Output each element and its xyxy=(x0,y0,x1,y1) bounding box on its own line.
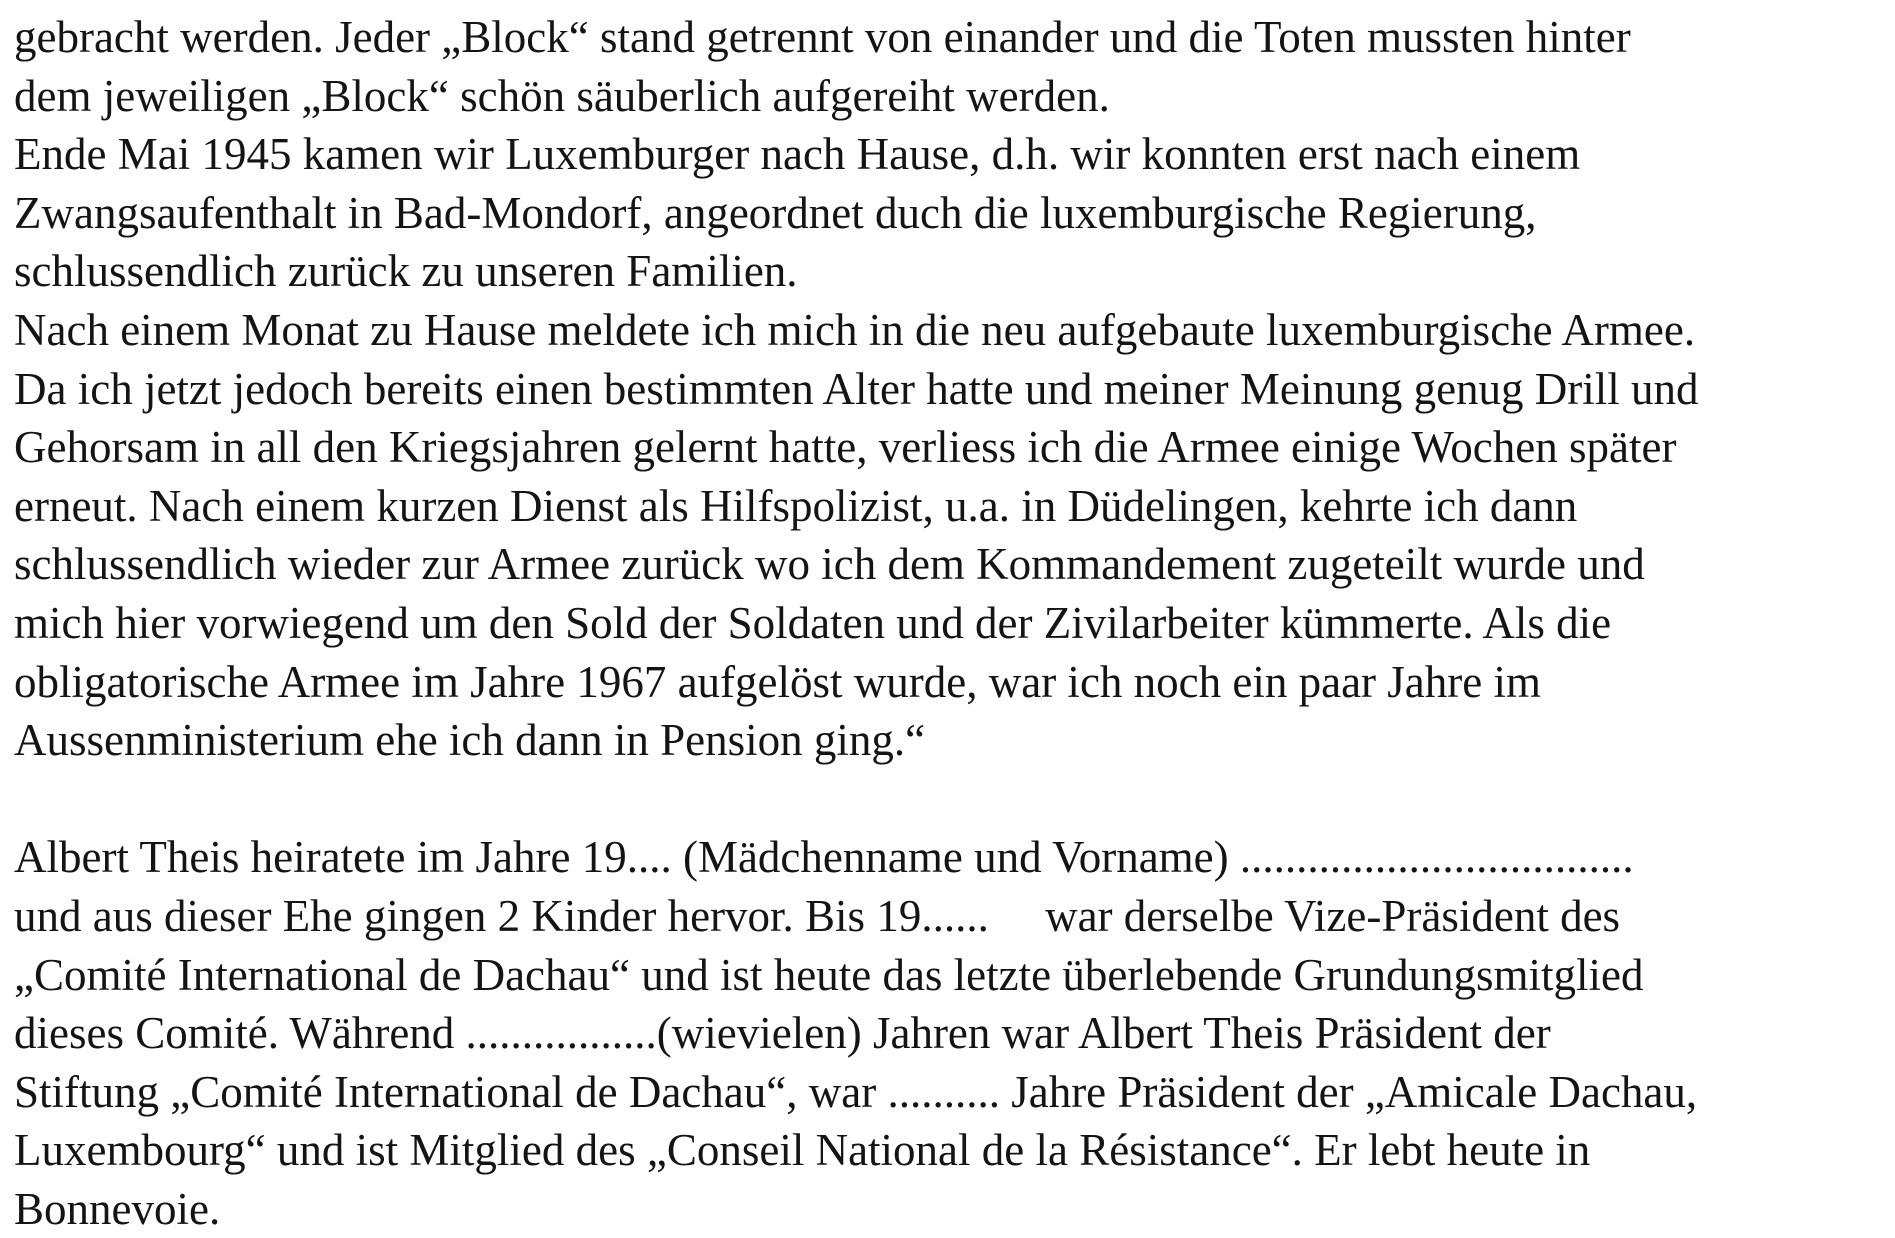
text-line: Luxembourg“ und ist Mitglied des „Conseil National de la Résistance“. Er lebt heute in xyxy=(14,1125,1591,1176)
text-line: Albert Theis heiratete im Jahre 19.... (Mädchenname und Vorname) ................................... xyxy=(14,832,1634,883)
text-line: Zwangsaufenthalt in Bad-Mondorf, angeordnet duch die luxemburgische Regierung, xyxy=(14,187,1537,238)
text-line: Da ich jetzt jedoch bereits einen bestimmten Alter hatte und meiner Meinung genug Drill und xyxy=(14,363,1699,414)
text-line: erneut. Nach einem kurzen Dienst als Hilfspolizist, u.a. in Düdelingen, kehrte ich dann xyxy=(14,480,1578,531)
text-line: schlussendlich wieder zur Armee zurück wo ich dem Kommandement zugeteilt wurde und xyxy=(14,539,1645,590)
text-line: gebracht werden. Jeder „Block“ stand getrennt von einander und die Toten mussten hinter xyxy=(14,12,1631,62)
text-line: Aussenministerium ehe ich dann in Pension ging.“ xyxy=(14,715,926,766)
text-line: Gehorsam in all den Kriegsjahren gelernt hatte, verliess ich die Armee einige Wochen später xyxy=(14,422,1677,473)
text-line: und aus dieser Ehe gingen 2 Kinder hervor. Bis 19...... war derselbe Vize-Präsident des xyxy=(14,890,1621,941)
text-line: obligatorische Armee im Jahre 1967 aufgelöst wurde, war ich noch ein paar Jahre im xyxy=(14,656,1541,707)
text-line: Ende Mai 1945 kamen wir Luxemburger nach Hause, d.h. wir konnten erst nach einem xyxy=(14,129,1581,180)
text-line: schlussendlich zurück zu unseren Familien. xyxy=(14,246,798,297)
text-line: Stiftung „Comité International de Dachau“, war .......... Jahre Präsident der „Amicale Dachau, xyxy=(14,1066,1698,1117)
text-line: dieses Comité. Während .................(wievielen) Jahren war Albert Theis Präsident der xyxy=(14,1008,1551,1059)
text-line: mich hier vorwiegend um den Sold der Soldaten und der Zivilarbeiter kümmerte. Als die xyxy=(14,597,1612,648)
text-line: Nach einem Monat zu Hause meldete ich mich in die neu aufgebaute luxemburgische Armee. xyxy=(14,304,1696,355)
document-body xyxy=(14,8,1889,1238)
text-line: dem jeweiligen „Block“ schön säuberlich aufgereiht werden. xyxy=(14,70,1110,121)
blank-line xyxy=(14,770,1889,829)
text-line: Bonnevoie. xyxy=(14,1183,221,1234)
text-line: „Comité International de Dachau“ und ist heute das letzte überlebende Grundungsmitglied xyxy=(14,949,1644,1000)
